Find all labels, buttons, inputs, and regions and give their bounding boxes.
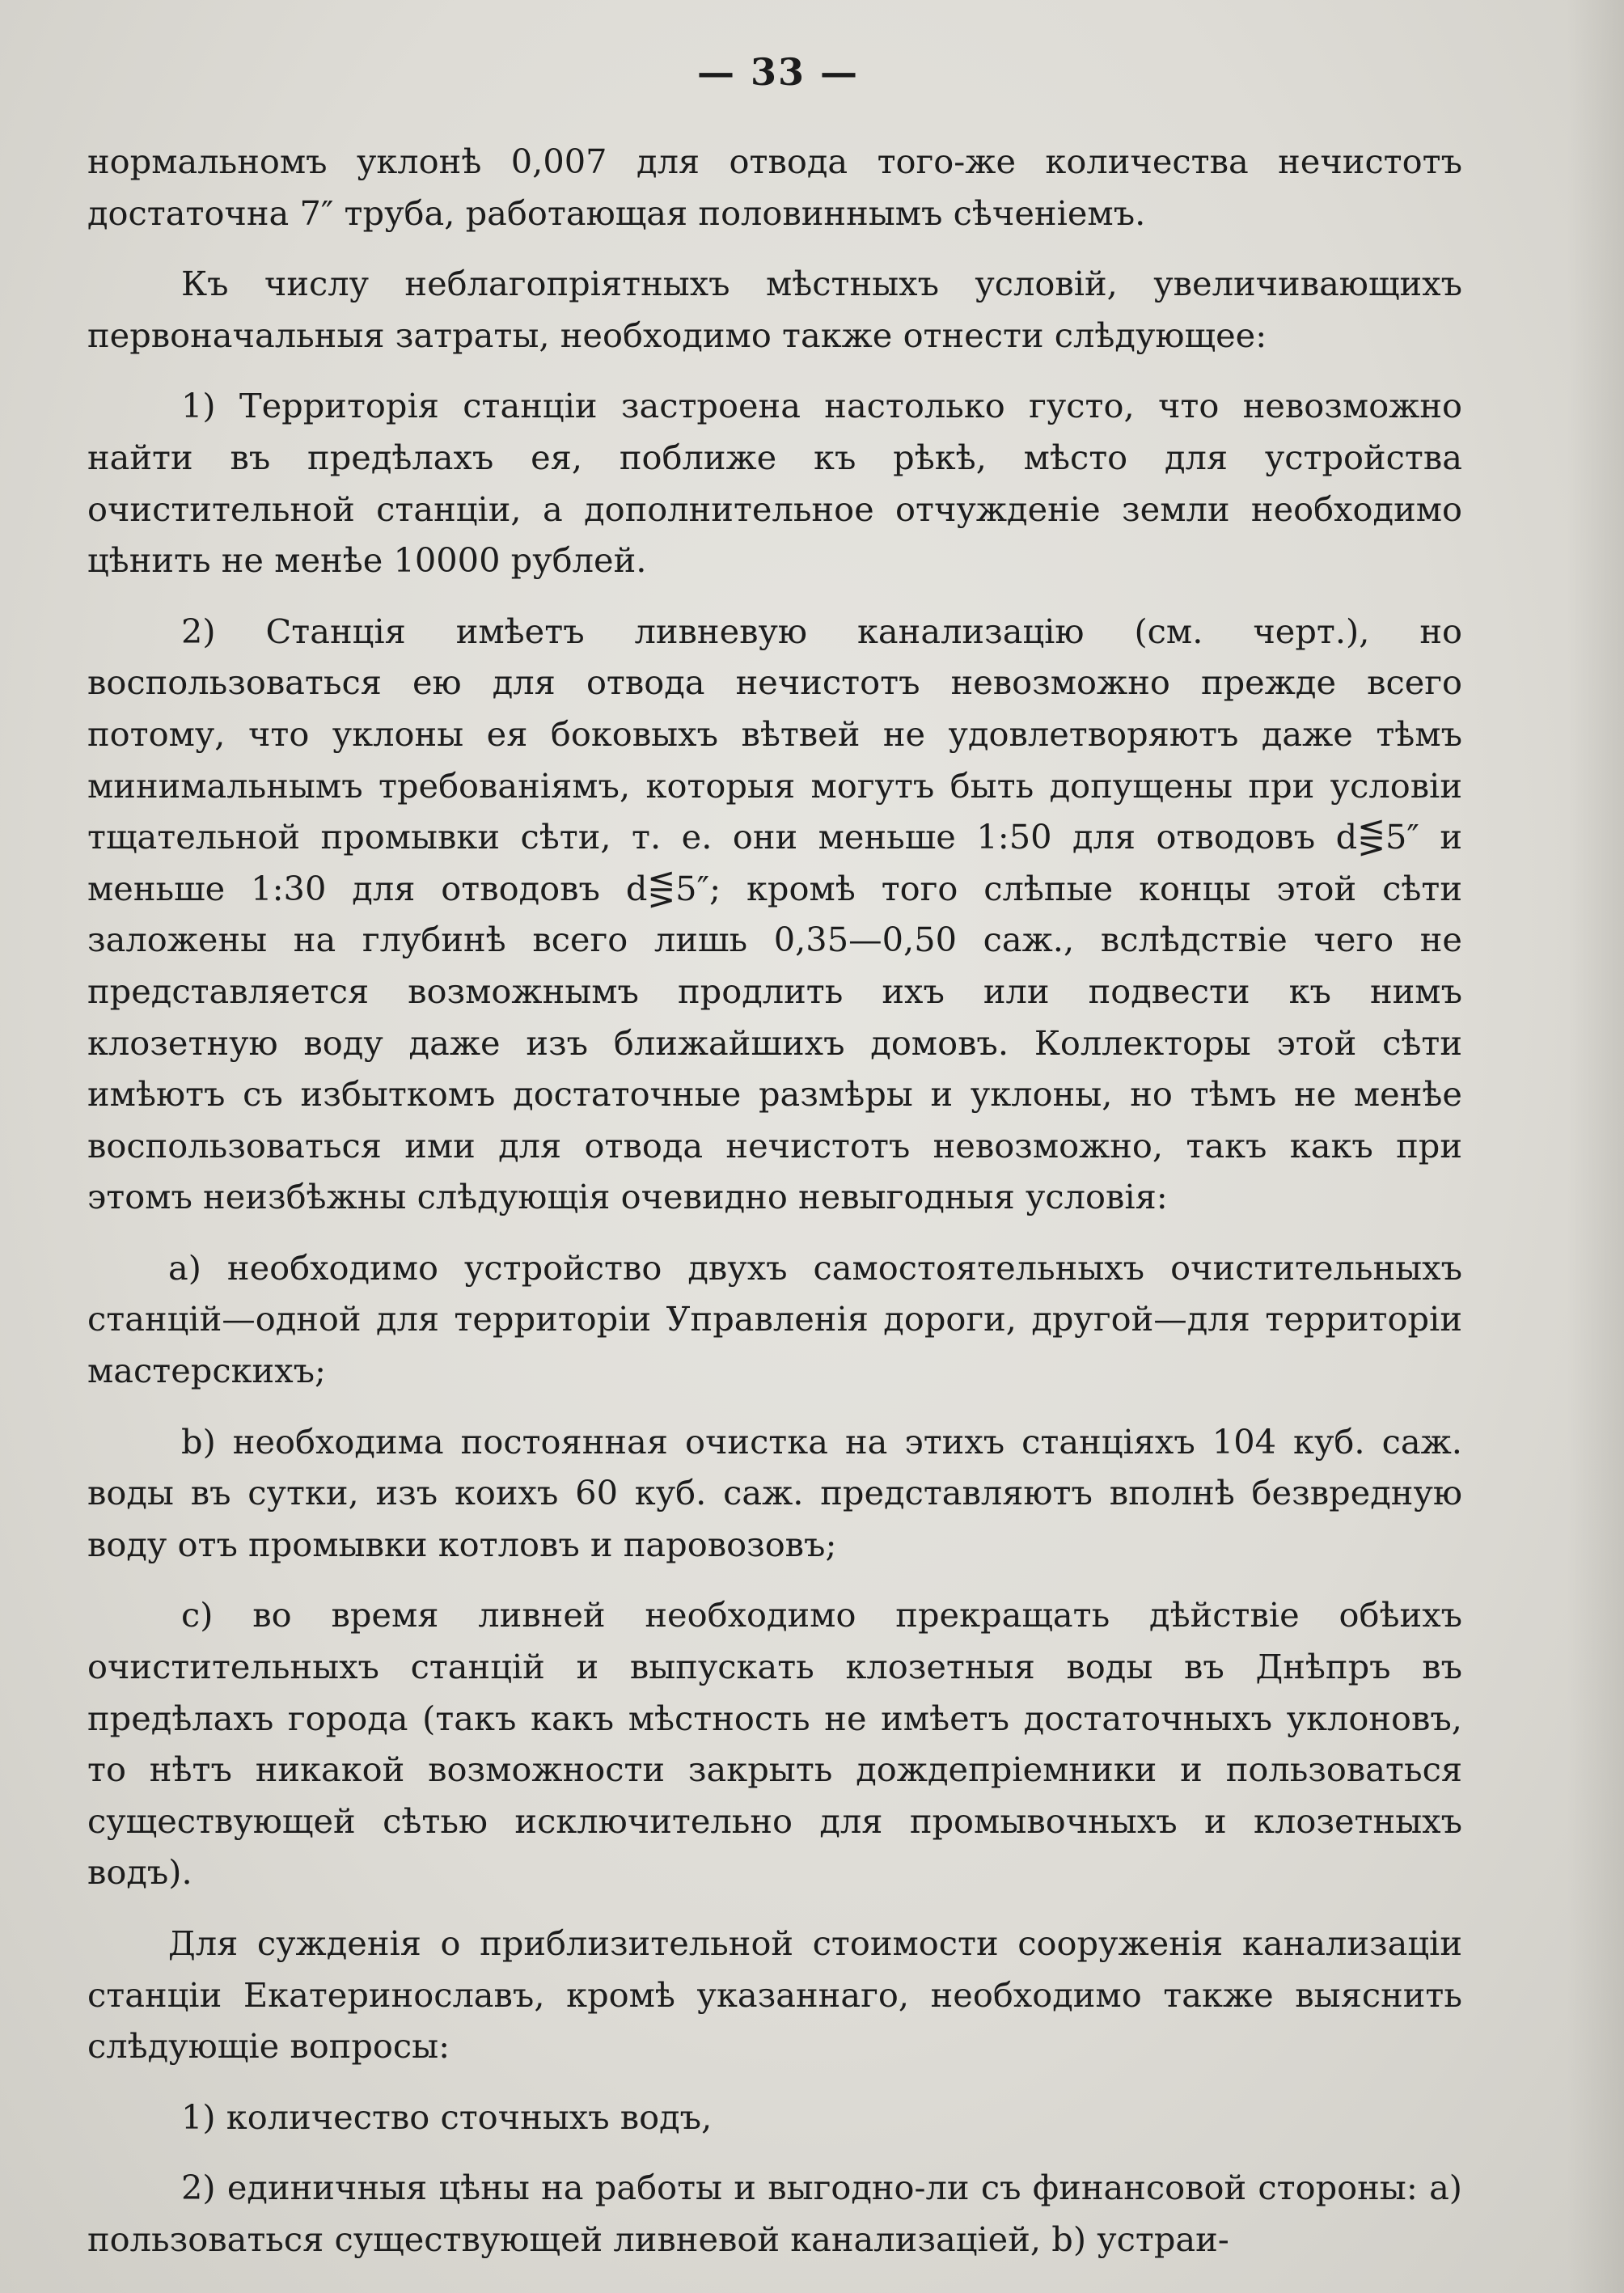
paragraph-question-1: 1) количество сточныхъ водъ,	[181, 2096, 713, 2137]
page-number: — 33 —	[696, 50, 860, 94]
page-edge-shadow	[1567, 0, 1624, 2293]
paragraph-item-b: b) необходима постоянная очистка на этихъ станціяхъ 104 куб. саж. воды въ сутки, изъ коихъ 60 куб. саж. представляютъ вполнѣ безвредную воду отъ промывки котловъ и паровозовъ;	[87, 1421, 1462, 1564]
paragraph-point-2-storm-sewer: 2) Станція имѣетъ ливневую канализацію (см. черт.), но воспользоваться ею для отвода нечистотъ невозможно прежде всего потому, что уклоны ея боковыхъ вѣтвей не удовлетворяютъ даже тѣмъ минимальнымъ требованіямъ, которыя могутъ быть допущены при условіи тщательной промывки сѣти, т. е. они меньше 1:50 для отводовъ d⋚5″ и меньше 1:30 для отводовъ d⋚5″; кромѣ того слѣпые концы этой сѣти заложены на глубинѣ всего лишь 0,35—0,50 саж., вслѣдствіе чего не представляется возможнымъ продлить ихъ или подвести къ нимъ клозетную воду даже изъ ближайшихъ домовъ. Коллекторы этой сѣти имѣютъ съ избыткомъ достаточные размѣры и уклоны, но тѣмъ не менѣе воспользоваться ими для отвода нечистотъ невозможно, такъ какъ при этомъ неизбѣжны слѣдующія очевидно невыгодныя условія:	[87, 611, 1462, 1217]
paragraph-point-1-territory: 1) Территорія станціи застроена настолько густо, что невозможно найти въ предѣлахъ ея, поближе къ рѣкѣ, мѣсто для устройства очистительной станціи, а дополнительное отчужденіе земли необходимо цѣнить не менѣе 10000 рублей.	[87, 386, 1462, 581]
paragraph-cost-estimate: Для сужденія о приблизительной стоимости сооруженія канализаціи станціи Екатеринославъ, кромѣ указаннаго, необходимо также выяснить слѣдующіе вопросы:	[87, 1923, 1462, 2067]
body-text	[87, 136, 1462, 2266]
paragraph-question-2: 2) единичныя цѣны на работы и выгодно-ли съ финансовой стороны: a) пользоваться существующей ливневой канализаціей, b) устраи-	[87, 2168, 1462, 2259]
paragraph-continuation: нормальномъ уклонѣ 0,007 для отвода того-же количества нечистотъ достаточна 7″ труба, работающая половиннымъ сѣченіемъ.	[87, 142, 1462, 233]
paragraph-item-a: a) необходимо устройство двухъ самостоятельныхъ очистительныхъ станцій—одной для территоріи Управленія дороги, другой—для территоріи мастерскихъ;	[87, 1247, 1462, 1391]
paragraph-item-c: c) во время ливней необходимо прекращать дѣйствіе обѣихъ очистительныхъ станцій и выпускать клозетныя воды въ Днѣпръ въ предѣлахъ города (такъ какъ мѣстность не имѣетъ достаточныхъ уклоновъ, то нѣтъ никакой возможности закрыть дождепріемники и пользоваться существующей сѣтью исключительно для промывочныхъ и клозетныхъ водъ).	[87, 1595, 1462, 1893]
paragraph-unfavorable-conditions: Къ числу неблагопріятныхъ мѣстныхъ условій, увеличивающихъ первоначальныя затраты, необходимо также отнести слѣдующее:	[87, 264, 1462, 355]
